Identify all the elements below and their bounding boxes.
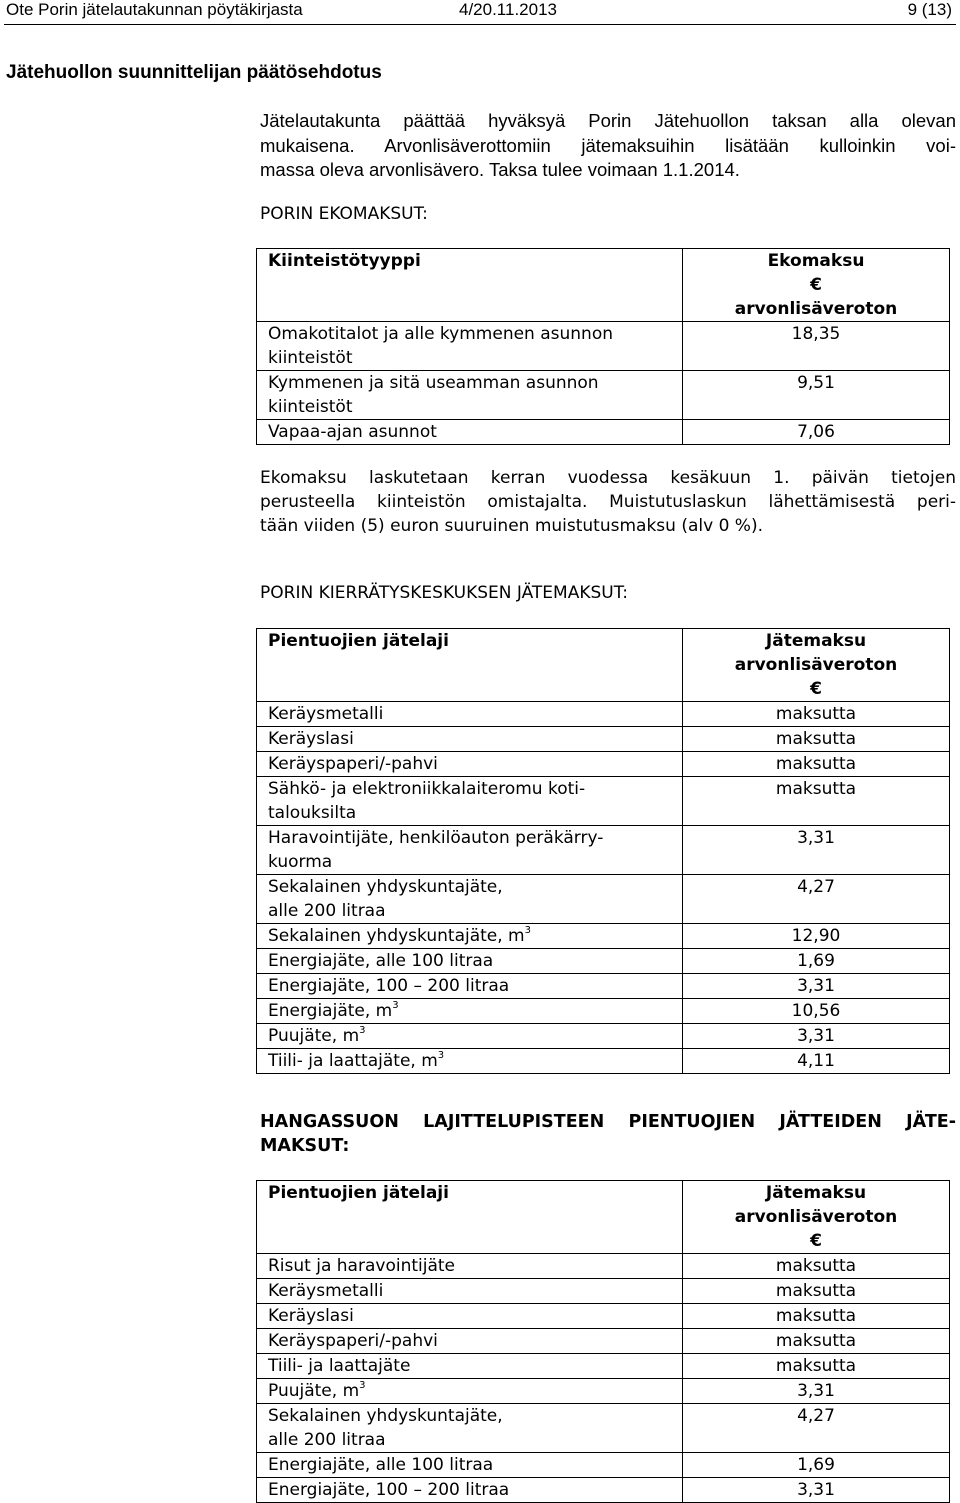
- table-row: [257, 752, 950, 777]
- fee-value: 7,06: [683, 420, 950, 445]
- table-row: [257, 1354, 950, 1379]
- fee-value: maksutta: [683, 777, 950, 826]
- waste-type-line: alle 200 litraa: [268, 1430, 386, 1450]
- superscript: 3: [437, 1050, 445, 1062]
- waste-type: [257, 826, 683, 875]
- fee-value: maksutta: [683, 702, 950, 727]
- waste-type-line: Sähkö- ja elektroniikkalaiteromu koti-: [268, 779, 586, 799]
- waste-type-line: Sekalainen yhdyskuntajäte,: [268, 877, 503, 897]
- waste-type: Keräysmetalli: [257, 702, 683, 727]
- waste-type: Energiajäte, 100 – 200 litraa: [257, 974, 683, 999]
- fee-value: maksutta: [683, 1329, 950, 1354]
- table-row: [257, 974, 950, 999]
- table-row: [257, 1279, 950, 1304]
- waste-type: [257, 924, 683, 949]
- superscript: 3: [524, 925, 531, 937]
- waste-type-line: alle 200 litraa: [268, 901, 386, 921]
- waste-type: Energiajäte, alle 100 litraa: [257, 1453, 683, 1478]
- table-row: [257, 999, 950, 1024]
- note-line: tään viiden (5) euron suuruinen muistutusmaksu (alv 0 %).: [260, 516, 763, 536]
- fee-value: 4,27: [683, 1404, 950, 1453]
- property-type: Kymmenen ja sitä useamman asunnon kiinteistöt: [257, 371, 683, 420]
- property-type: Vapaa-ajan asunnot: [257, 420, 683, 445]
- fee-header-label: Ekomaksu: [767, 251, 865, 271]
- table-row: [257, 420, 950, 445]
- waste-type: Tiili- ja laattajäte: [257, 1354, 683, 1379]
- column-header-fee: [683, 249, 950, 322]
- column-header-fee: [683, 1181, 950, 1254]
- fee-value: 3,31: [683, 974, 950, 999]
- fee-value: 4,11: [683, 1049, 950, 1074]
- vat-free-label: arvonlisäveroton: [734, 655, 898, 675]
- fee-value: 9,51: [683, 371, 950, 420]
- waste-type-line: talouksilta: [268, 803, 357, 823]
- fee-value: 4,27: [683, 875, 950, 924]
- table-row: [257, 1404, 950, 1453]
- euro-symbol: €: [810, 275, 822, 295]
- waste-type: [257, 1379, 683, 1404]
- waste-type-line: Haravointijäte, henkilöauton peräkärry-: [268, 828, 604, 848]
- column-header-type: Pientuojien jätelaji: [257, 629, 683, 702]
- fee-value: maksutta: [683, 1304, 950, 1329]
- fee-value: maksutta: [683, 1254, 950, 1279]
- column-header-fee: [683, 629, 950, 702]
- ekomaksut-heading: PORIN EKOMAKSUT:: [260, 204, 428, 224]
- euro-symbol: €: [810, 679, 822, 699]
- table-row: [257, 371, 950, 420]
- fee-value: 18,35: [683, 322, 950, 371]
- fee-value: maksutta: [683, 752, 950, 777]
- table-row: [257, 1304, 950, 1329]
- fee-value: 3,31: [683, 1478, 950, 1503]
- heading-line: HANGASSUON LAJITTELUPISTEEN PIENTUOJIEN JÄTTEIDEN JÄTE-: [260, 1112, 956, 1132]
- vat-free-label: arvonlisäveroton: [734, 299, 898, 319]
- waste-type: [257, 1404, 683, 1453]
- fee-value: 10,56: [683, 999, 950, 1024]
- table-row: [257, 1478, 950, 1503]
- hangassuo-table: [256, 1180, 950, 1503]
- table-row: [257, 826, 950, 875]
- waste-type-line: kuorma: [268, 852, 333, 872]
- property-type: Omakotitalot ja alle kymmenen asunnon kiinteistöt: [257, 322, 683, 371]
- note-line: perusteella kiinteistön omistajalta. Muistutuslaskun lähettämisestä peri-: [260, 492, 956, 512]
- heading-line: MAKSUT:: [260, 1136, 350, 1156]
- table-row: [257, 1254, 950, 1279]
- waste-type-text: Puujäte, m: [268, 1381, 360, 1401]
- column-header-type: Kiinteistötyyppi: [257, 249, 683, 322]
- waste-type: Keräyslasi: [257, 1304, 683, 1329]
- waste-type: Keräyspaperi/-pahvi: [257, 752, 683, 777]
- table-row: [257, 924, 950, 949]
- table-header-row: [257, 629, 950, 702]
- column-header-type: Pientuojien jätelaji: [257, 1181, 683, 1254]
- waste-type: [257, 999, 683, 1024]
- document-source: Ote Porin jätelautakunnan pöytäkirjasta: [6, 0, 303, 19]
- page-header: [6, 0, 952, 22]
- kierratys-heading: PORIN KIERRÄTYSKESKUKSEN JÄTEMAKSUT:: [260, 583, 628, 603]
- ekomaksut-table: [256, 248, 950, 445]
- waste-type: [257, 1049, 683, 1074]
- hangassuo-heading: [260, 1110, 956, 1158]
- waste-type: Keräyslasi: [257, 727, 683, 752]
- waste-type: Keräyspaperi/-pahvi: [257, 1329, 683, 1354]
- table-row: [257, 702, 950, 727]
- table-row: [257, 1049, 950, 1074]
- superscript: 3: [359, 1380, 366, 1392]
- waste-type-line: Sekalainen yhdyskuntajäte,: [268, 1406, 503, 1426]
- waste-type-text: Tiili- ja laattajäte, m: [268, 1051, 438, 1071]
- kierratys-table: [256, 628, 950, 1074]
- waste-type-text: Energiajäte, m: [268, 1001, 393, 1021]
- fee-value: 3,31: [683, 1024, 950, 1049]
- superscript: 3: [392, 1000, 399, 1012]
- table-row: [257, 1379, 950, 1404]
- fee-value: maksutta: [683, 1279, 950, 1304]
- table-row: [257, 1024, 950, 1049]
- table-row: [257, 875, 950, 924]
- fee-value: 3,31: [683, 826, 950, 875]
- fee-value: 1,69: [683, 949, 950, 974]
- intro-line: Jätelautakunta päättää hyväksyä Porin Jätehuollon taksan alla olevan: [260, 110, 956, 131]
- euro-symbol: €: [810, 1231, 822, 1251]
- table-header-row: [257, 249, 950, 322]
- ekomaksu-note: [260, 466, 956, 538]
- table-row: [257, 1329, 950, 1354]
- fee-header-label: Jätemaksu: [765, 631, 867, 651]
- waste-type: Keräysmetalli: [257, 1279, 683, 1304]
- proposal-title: Jätehuollon suunnittelijan päätösehdotus: [6, 62, 382, 83]
- note-line: Ekomaksu laskutetaan kerran vuodessa kesäkuun 1. päivän tietojen: [260, 468, 956, 488]
- waste-type-text: Sekalainen yhdyskuntajäte, m: [268, 926, 525, 946]
- waste-type: Risut ja haravointijäte: [257, 1254, 683, 1279]
- intro-line: massa oleva arvonlisävero. Taksa tulee voimaan 1.1.2014.: [260, 159, 740, 180]
- waste-type: [257, 875, 683, 924]
- fee-value: 12,90: [683, 924, 950, 949]
- table-row: [257, 949, 950, 974]
- meeting-date: 4/20.11.2013: [459, 0, 557, 19]
- fee-value: maksutta: [683, 1354, 950, 1379]
- intro-paragraph: [260, 109, 956, 183]
- table-header-row: [257, 1181, 950, 1254]
- fee-value: 1,69: [683, 1453, 950, 1478]
- table-row: [257, 777, 950, 826]
- vat-free-label: arvonlisäveroton: [734, 1207, 898, 1227]
- waste-type: [257, 777, 683, 826]
- waste-type-text: Puujäte, m: [268, 1026, 360, 1046]
- waste-type: Energiajäte, alle 100 litraa: [257, 949, 683, 974]
- header-divider: [4, 24, 956, 25]
- fee-value: 3,31: [683, 1379, 950, 1404]
- table-row: [257, 727, 950, 752]
- intro-line: mukaisena. Arvonlisäverottomiin jätemaksuihin lisätään kulloinkin voi-: [260, 134, 956, 156]
- waste-type: [257, 1024, 683, 1049]
- fee-value: maksutta: [683, 727, 950, 752]
- table-row: [257, 322, 950, 371]
- page-number: 9 (13): [907, 0, 952, 19]
- table-row: [257, 1453, 950, 1478]
- superscript: 3: [359, 1025, 366, 1037]
- fee-header-label: Jätemaksu: [765, 1183, 867, 1203]
- waste-type: Energiajäte, 100 – 200 litraa: [257, 1478, 683, 1503]
